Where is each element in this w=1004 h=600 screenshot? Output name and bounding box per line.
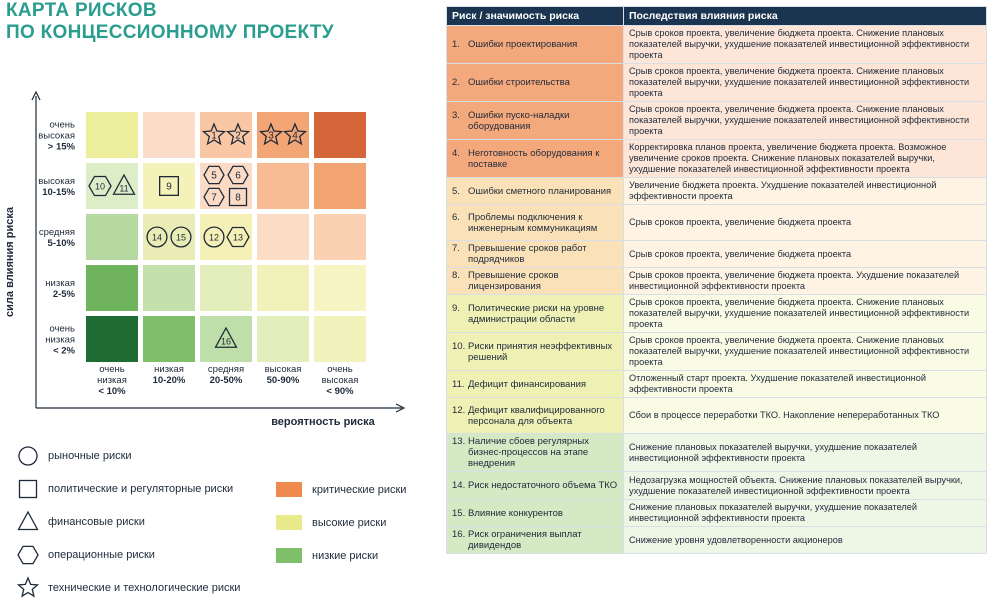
- matrix-cell-r0-c1: [143, 112, 195, 158]
- marker-label: 3: [268, 130, 274, 142]
- matrix-cell-r3-c4: [314, 265, 366, 311]
- risk-cell: [447, 178, 624, 205]
- y-tick-label-1-0: высокая: [38, 176, 75, 187]
- risk-number: 16.: [452, 529, 466, 540]
- y-tick-label-4-1: низкая: [45, 334, 75, 346]
- legend-color-swatch: [276, 548, 302, 563]
- x-tick-label-4-1: высокая: [321, 375, 359, 386]
- x-tick-label-4-2: < 90%: [326, 386, 354, 397]
- marker-label: 7: [211, 192, 217, 204]
- marker-label: 6: [235, 170, 241, 182]
- table-row: [447, 64, 987, 102]
- consequence-cell: Снижение плановых показателей выручки, ухудшение показателей инвестиционной эффективности проекта: [624, 434, 987, 472]
- risk-number: 15.: [452, 507, 466, 519]
- marker-label: 2: [235, 130, 241, 142]
- risk-table-container: [446, 6, 986, 554]
- risk-name: Дефицит финансирования: [468, 378, 587, 390]
- consequence-cell: Корректировка планов проекта, увеличение бюджета проекта. Возможное увеличение сроков проекта. Снижение плановых показателей выручки, ухудшение показателей инвестиционной эффективности проекта: [624, 140, 987, 178]
- table-row: [447, 500, 987, 527]
- header-risk: Риск / значимость риска: [447, 7, 624, 26]
- consequence-cell: Срыв сроков проекта, увеличение бюджета проекта. Снижение плановых показателей выручки, ухудшение показателей инвестиционной эффективности проекта: [624, 333, 987, 371]
- y-tick-label-3-1: 2-5%: [52, 289, 75, 300]
- y-tick-label-1-1: 10-15%: [42, 187, 75, 198]
- risk-cell: [447, 472, 624, 500]
- matrix-cell-r2-c3: [257, 214, 309, 260]
- matrix-cell-r0-c0: [86, 112, 138, 158]
- risk-name: Ошибки проектирования: [468, 39, 578, 50]
- table-row: [447, 527, 987, 554]
- x-tick-label-1-1: 10-20%: [152, 375, 186, 386]
- risk-cell: [447, 26, 624, 64]
- x-tick-label-3-0: высокая: [264, 364, 302, 375]
- risk-number: 5.: [452, 185, 460, 197]
- risk-name: Риски принятия неэффективных решений: [468, 340, 613, 363]
- legend: [0, 440, 440, 600]
- risk-cell: [447, 527, 624, 554]
- matrix-cell-r2-c4: [314, 214, 366, 260]
- marker-label: 1: [211, 130, 217, 142]
- risk-name: Превышение сроков работ подрядчиков: [468, 243, 587, 265]
- risk-cell: [447, 371, 624, 398]
- risk-number: 1.: [452, 39, 460, 50]
- marker-label: 9: [166, 181, 172, 193]
- y-tick-label-4-2: < 2%: [53, 345, 75, 357]
- risk-cell: [447, 398, 624, 434]
- legend-square-icon: [16, 477, 40, 501]
- risk-number: 14.: [452, 480, 466, 491]
- risk-number: 11.: [452, 378, 465, 390]
- legend-shape-item: [16, 576, 240, 600]
- risk-number: 2.: [452, 77, 460, 88]
- table-row: [447, 434, 987, 472]
- table-row: [447, 26, 987, 64]
- risk-cell: [447, 500, 624, 527]
- legend-shape-item: [16, 477, 233, 501]
- risk-name: Риск недостаточного объема ТКО: [468, 480, 618, 491]
- risk-name: Дефицит квалифицированного персонала для объекта: [468, 404, 605, 427]
- y-tick-label-0-0: очень: [49, 119, 75, 131]
- table-row: [447, 178, 987, 205]
- legend-level-item: [276, 548, 378, 563]
- matrix-cell-r3-c1: [143, 265, 195, 311]
- table-row: [447, 295, 987, 333]
- legend-color-swatch: [276, 482, 302, 497]
- legend-shape-item: [16, 444, 132, 468]
- consequence-cell: Увеличение бюджета проекта. Ухудшение показателей инвестиционной эффективности проекта: [624, 178, 987, 205]
- legend-star-icon: [16, 576, 40, 600]
- marker-label: 12: [208, 232, 220, 243]
- risk-cell: [447, 64, 624, 102]
- risk-name: Неготовность оборудования к поставке: [468, 147, 600, 170]
- risk-name: Ошибки сметного планирования: [468, 185, 612, 197]
- x-tick-label-0-0: очень: [99, 364, 125, 375]
- page-title-line2: ПО КОНЦЕССИОННОМУ ПРОЕКТУ: [6, 22, 334, 43]
- consequence-cell: Срыв сроков проекта, увеличение бюджета проекта: [624, 205, 987, 241]
- risk-table: [446, 6, 987, 554]
- risk-name: Превышение сроков лицензирования: [468, 270, 559, 292]
- risk-cell: [447, 241, 624, 268]
- legend-color-swatch: [276, 515, 302, 530]
- marker-label: 5: [211, 170, 217, 182]
- y-tick-label-0-1: высокая: [38, 130, 75, 142]
- legend-circle-icon: [16, 444, 40, 468]
- y-tick-label-2-1: 5-10%: [47, 238, 75, 249]
- table-row: [447, 241, 987, 268]
- matrix-cell-r1-c3: [257, 163, 309, 209]
- y-tick-label-3-0: низкая: [45, 278, 75, 289]
- table-body: [447, 26, 987, 554]
- marker-label: 11: [119, 183, 129, 194]
- risk-cell: [447, 205, 624, 241]
- consequence-cell: Недозагрузка мощностей объекта. Снижение плановых показателей выручки, ухудшение показателей инвестиционной эффективности проекта: [624, 472, 987, 500]
- matrix-cell-r1-c2: [200, 163, 252, 209]
- marker-label: 8: [235, 192, 241, 204]
- risk-cell: [447, 295, 624, 333]
- risk-cell: [447, 140, 624, 178]
- marker-label: 4: [292, 130, 298, 142]
- risk-name: Риск ограничения выплат дивидендов: [468, 529, 582, 551]
- legend-shape-item: [16, 543, 155, 567]
- risk-name: Политические риски на уровне администрации области: [468, 302, 605, 325]
- risk-cell: [447, 268, 624, 295]
- risk-cell: [447, 333, 624, 371]
- legend-level-label: низкие риски: [312, 549, 379, 562]
- table-row: [447, 398, 987, 434]
- x-tick-label-4-0: очень: [327, 364, 353, 375]
- matrix-cell-r4-c4: [314, 316, 366, 362]
- legend-level-item: [276, 515, 386, 530]
- legend-level-label: критические риски: [312, 483, 407, 496]
- consequence-cell: Отложенный старт проекта. Ухудшение показателей инвестиционной эффективности проекта: [624, 371, 987, 398]
- y-tick-label-0-2: > 15%: [47, 141, 75, 153]
- table-header-row: [447, 7, 987, 26]
- matrix-cell-r2-c0: [86, 214, 138, 260]
- legend-shape-item: [16, 510, 145, 534]
- matrix-cell-r4-c0: [86, 316, 138, 362]
- y-axis-label: сила влияния риска: [4, 207, 16, 317]
- matrix-cell-r2-c2: [200, 214, 252, 260]
- risk-number: 6.: [452, 211, 460, 223]
- risk-number: 4.: [452, 147, 460, 159]
- x-tick-label-2-1: 20-50%: [209, 375, 243, 386]
- risk-name: Ошибки пуско-наладки оборудования: [468, 109, 570, 132]
- consequence-cell: Срыв сроков проекта, увеличение бюджета проекта. Снижение плановых показателей выручки, ухудшение показателей инвестиционной эффективности проекта: [624, 64, 987, 102]
- matrix-cell-r3-c2: [200, 265, 252, 311]
- matrix-cell-r3-c3: [257, 265, 309, 311]
- matrix-cell-r3-c0: [86, 265, 138, 311]
- table-row: [447, 333, 987, 371]
- y-tick-label-4-0: очень: [49, 323, 75, 335]
- risk-name: Проблемы подключения к инженерным коммуникациям: [468, 211, 598, 234]
- legend-level-item: [276, 482, 406, 497]
- table-row: [447, 205, 987, 241]
- legend-shape-label: технические и технологические риски: [48, 582, 241, 594]
- risk-number: 12.: [452, 404, 466, 416]
- risk-name: Наличие сбоев регулярных бизнес-процессов на этапе внедрения: [468, 436, 589, 469]
- legend-shape-label: политические и регуляторные риски: [48, 483, 234, 495]
- risk-number: 9.: [452, 302, 460, 314]
- consequence-cell: Снижение уровня удовлетворенности акционеров: [624, 527, 987, 554]
- table-row: [447, 371, 987, 398]
- risk-number: 10.: [452, 340, 466, 352]
- risk-number: 3.: [452, 109, 460, 121]
- consequence-cell: Срыв сроков проекта, увеличение бюджета проекта. Ухудшение показателей инвестиционной эффективности проекта: [624, 268, 987, 295]
- consequence-cell: Срыв сроков проекта, увеличение бюджета проекта. Снижение плановых показателей выручки, ухудшение показателей инвестиционной эффективности проекта: [624, 102, 987, 140]
- matrix-cell-r4-c3: [257, 316, 309, 362]
- risk-name: Влияние конкурентов: [468, 507, 563, 519]
- matrix-cell-r0-c4: [314, 112, 366, 158]
- x-tick-label-0-2: < 10%: [98, 386, 126, 397]
- marker-label: 15: [175, 232, 187, 243]
- risk-name: Ошибки строительства: [468, 77, 570, 88]
- y-tick-label-2-0: средняя: [38, 227, 75, 238]
- x-tick-label-1-0: низкая: [154, 364, 184, 375]
- matrix-cell-r2-c1: [143, 214, 195, 260]
- page-title-line1: КАРТА РИСКОВ: [6, 0, 157, 21]
- risk-number: 8.: [452, 270, 460, 281]
- consequence-cell: Срыв сроков проекта, увеличение бюджета проекта: [624, 241, 987, 268]
- table-row: [447, 268, 987, 295]
- marker-label: 13: [232, 232, 244, 243]
- matrix-cell-r1-c4: [314, 163, 366, 209]
- legend-level-label: высокие риски: [312, 516, 387, 529]
- risk-number: 13.: [452, 436, 466, 447]
- risk-cell: [447, 434, 624, 472]
- legend-hexagon-icon: [16, 543, 40, 567]
- header-consequence: Последствия влияния риска: [624, 7, 987, 26]
- consequence-cell: Снижение плановых показателей выручки, ухудшение показателей инвестиционной эффективности проекта: [624, 500, 987, 527]
- risk-number: 7.: [452, 243, 460, 254]
- risk-cell: [447, 102, 624, 140]
- x-axis-label: вероятность риска: [271, 416, 375, 428]
- matrix-cell-r4-c1: [143, 316, 195, 362]
- marker-label: 14: [151, 232, 163, 243]
- table-row: [447, 140, 987, 178]
- x-tick-label-0-1: низкая: [97, 375, 127, 386]
- table-row: [447, 102, 987, 140]
- consequence-cell: Срыв сроков проекта, увеличение бюджета проекта. Снижение плановых показателей выручки, ухудшение показателей инвестиционной эффективности проекта: [624, 26, 987, 64]
- consequence-cell: Сбои в процессе переработки ТКО. Накопление непереработанных ТКО: [624, 398, 987, 434]
- marker-label: 16: [220, 336, 232, 347]
- legend-shape-label: финансовые риски: [48, 516, 145, 528]
- table-row: [447, 472, 987, 500]
- risk-map-panel: [0, 0, 440, 600]
- consequence-cell: Срыв сроков проекта, увеличение бюджета проекта. Снижение плановых показателей выручки, ухудшение показателей инвестиционной эффективности проекта: [624, 295, 987, 333]
- legend-shape-label: рыночные риски: [48, 450, 132, 462]
- legend-shape-label: операционные риски: [48, 549, 155, 561]
- legend-triangle-icon: [16, 510, 40, 534]
- marker-label: 10: [94, 181, 106, 192]
- x-tick-label-3-1: 50-90%: [266, 375, 300, 386]
- x-tick-label-2-0: средняя: [207, 364, 245, 375]
- risk-matrix-chart: [0, 0, 440, 440]
